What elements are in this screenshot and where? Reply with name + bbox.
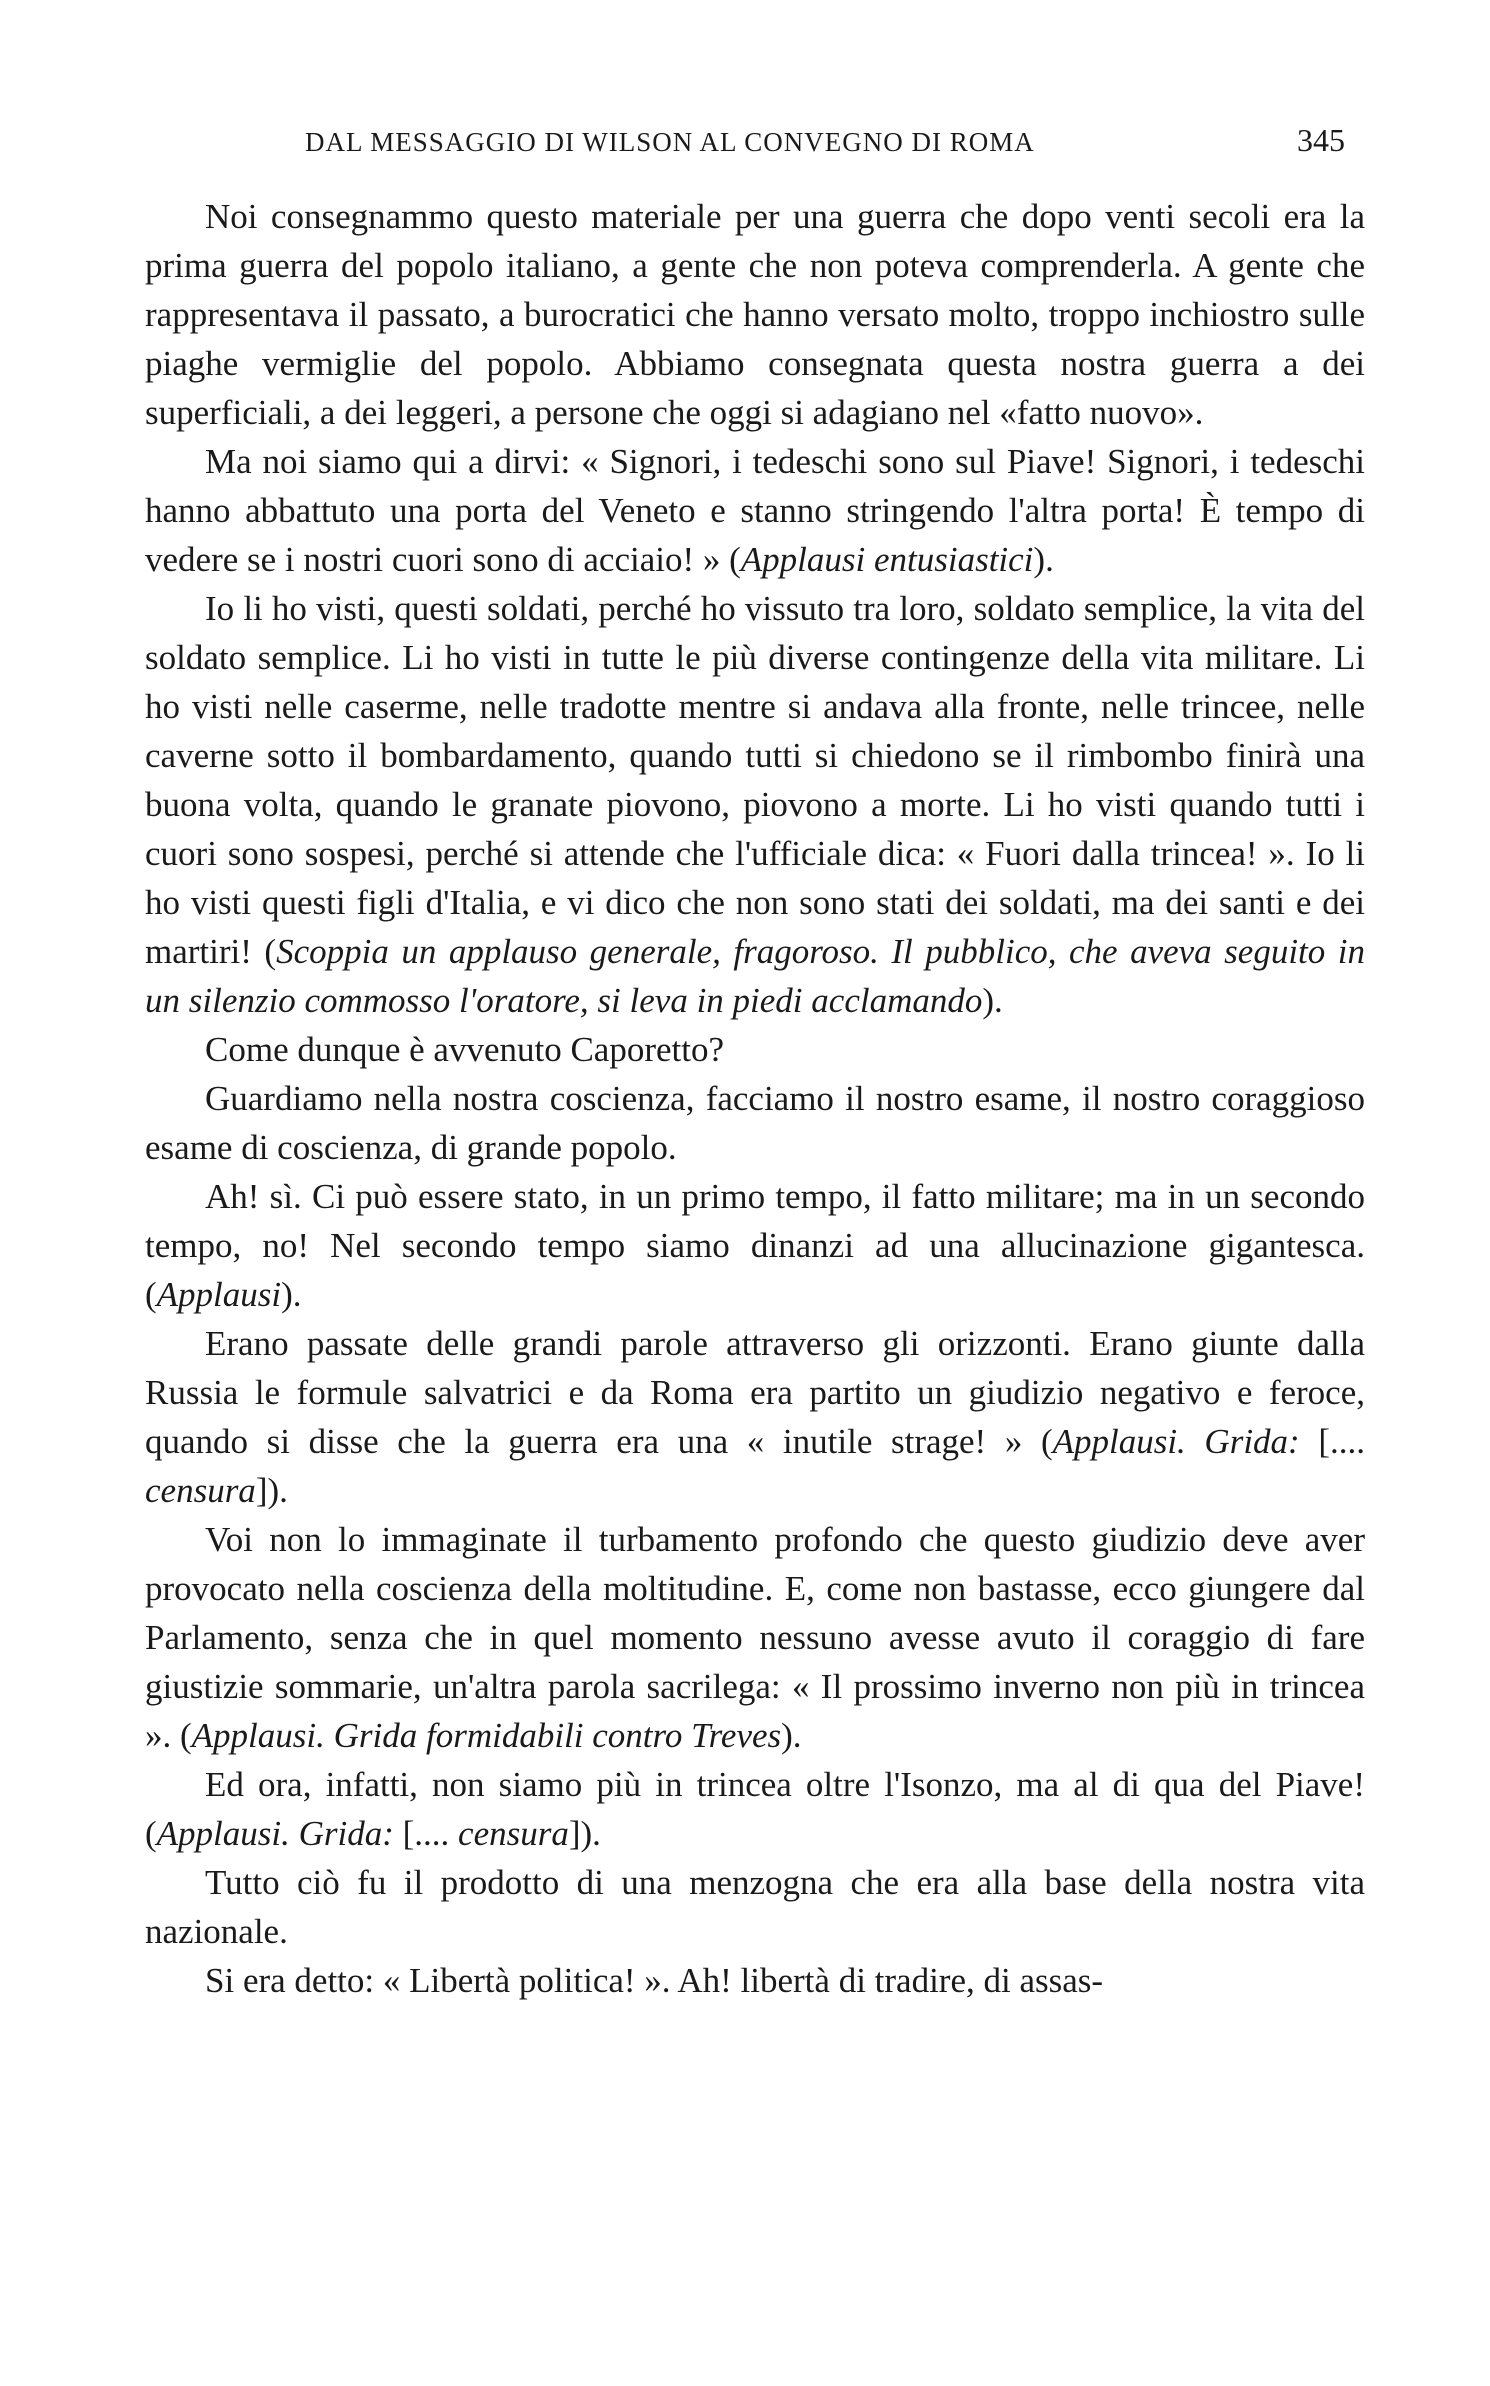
text-run: ]).	[568, 1814, 601, 1853]
paragraph	[145, 1319, 1365, 1515]
body-text	[145, 192, 1365, 2005]
text-run: Come dunque è avvenuto Caporetto?	[205, 1030, 725, 1069]
text-run: Erano passate delle grandi parole attraverso gli orizzonti. Erano giunte dalla Russia le formule salvatrici e da Roma era partito un giudizio negativo e feroce, quando si disse che la guerra era una « inutile strage! » (	[145, 1324, 1365, 1461]
paragraph	[145, 1760, 1365, 1858]
text-run: [....	[402, 1814, 459, 1853]
text-run: ).	[982, 981, 1003, 1020]
text-run: Io li ho visti, questi soldati, perché ho vissuto tra loro, soldato semplice, la vita del soldato semplice. Li ho visti in tutte le più diverse contingenze della vita militare. Li ho visti nelle caserme, nelle tradotte mentre si andava alla fronte, nelle trincee, nelle caverne sotto il bombardamento, quando tutti si chiedono se il rimbombo finirà una buona volta, quando le granate piovono, piovono a morte. Li ho visti quando tutti i cuori sono sospesi, perché si attende che l'ufficiale dica: « Fuori dalla trincea! ». Io li ho visti questi figli d'Italia, e vi dico che non sono stati dei soldati, ma dei santi e dei martiri! (	[145, 589, 1365, 971]
paragraph	[145, 1956, 1365, 2005]
text-run: Voi non lo immaginate il turbamento profondo che questo giudizio deve aver provocato nella coscienza della moltitudine. E, come non bastasse, ecco giungere dal Parlamento, senza che in quel momento nessuno avesse avuto il coraggio di fare giustizie sommarie, un'altra parola sacrilega: « Il prossimo inverno non più in trincea ». (	[145, 1520, 1365, 1755]
paragraph	[145, 1074, 1365, 1172]
text-run: Si era detto: « Libertà politica! ». Ah! libertà di tradire, di assas-	[205, 1961, 1104, 2000]
paragraph	[145, 192, 1365, 437]
text-run: Noi consegnammo questo materiale per una guerra che dopo venti secoli era la prima guerra del popolo italiano, a gente che non poteva comprenderla. A gente che rappresentava il passato, a burocratici che hanno versato molto, troppo inchiostro sulle piaghe vermiglie del popolo. Abbiamo consegnata questa nostra guerra a dei superficiali, a dei leggeri, a persone che oggi si adagiano nel «fatto nuovo».	[145, 197, 1365, 432]
text-run: Ah! sì. Ci può essere stato, in un primo tempo, il fatto militare; ma in un secondo tempo, no! Nel secondo tempo siamo dinanzi ad una allucinazione gigantesca. (	[145, 1177, 1365, 1314]
paragraph	[145, 584, 1365, 1025]
stage-direction: censura	[458, 1814, 569, 1853]
text-run: ).	[781, 1716, 802, 1755]
stage-direction: censura	[145, 1471, 256, 1510]
running-title: DAL MESSAGGIO DI WILSON AL CONVEGNO DI ROMA	[305, 127, 1035, 157]
text-run: [....	[1318, 1422, 1365, 1461]
text-run: Ma noi siamo qui a dirvi: « Signori, i tedeschi sono sul Piave! Signori, i tedeschi hanno abbattuto una porta del Veneto e stanno stringendo l'altra porta! È tempo di vedere se i nostri cuori sono di acciaio! » (	[145, 442, 1365, 579]
stage-direction: Applausi. Grida formidabili contro Treves	[191, 1716, 782, 1755]
paragraph	[145, 1515, 1365, 1760]
stage-direction: Applausi. Grida:	[1052, 1422, 1319, 1461]
text-run: Tutto ciò fu il prodotto di una menzogna che era alla base della nostra vita nazionale.	[145, 1863, 1365, 1951]
paragraph	[145, 1858, 1365, 1956]
page-header	[145, 122, 1345, 172]
text-run: Ed ora, infatti, non siamo più in trincea oltre l'Isonzo, ma al di qua del Piave! (	[145, 1765, 1365, 1853]
stage-direction: Applausi. Grida:	[156, 1814, 403, 1853]
text-run: ).	[1033, 540, 1054, 579]
text-run: ]).	[255, 1471, 288, 1510]
stage-direction: Scoppia un applauso generale, fragoroso. Il pubblico, che aveva seguito in un silenzio commosso l'oratore, si leva in piedi acclamando	[145, 932, 1366, 1020]
stage-direction: Applausi	[156, 1275, 282, 1314]
stage-direction: Applausi entusiastici	[740, 540, 1034, 579]
text-run: Guardiamo nella nostra coscienza, facciamo il nostro esame, il nostro coraggioso esame di coscienza, di grande popolo.	[145, 1079, 1365, 1167]
paragraph	[145, 1025, 1365, 1074]
page-number: 345	[1297, 122, 1345, 158]
paragraph	[145, 437, 1365, 584]
paragraph	[145, 1172, 1365, 1319]
text-run: ).	[281, 1275, 302, 1314]
